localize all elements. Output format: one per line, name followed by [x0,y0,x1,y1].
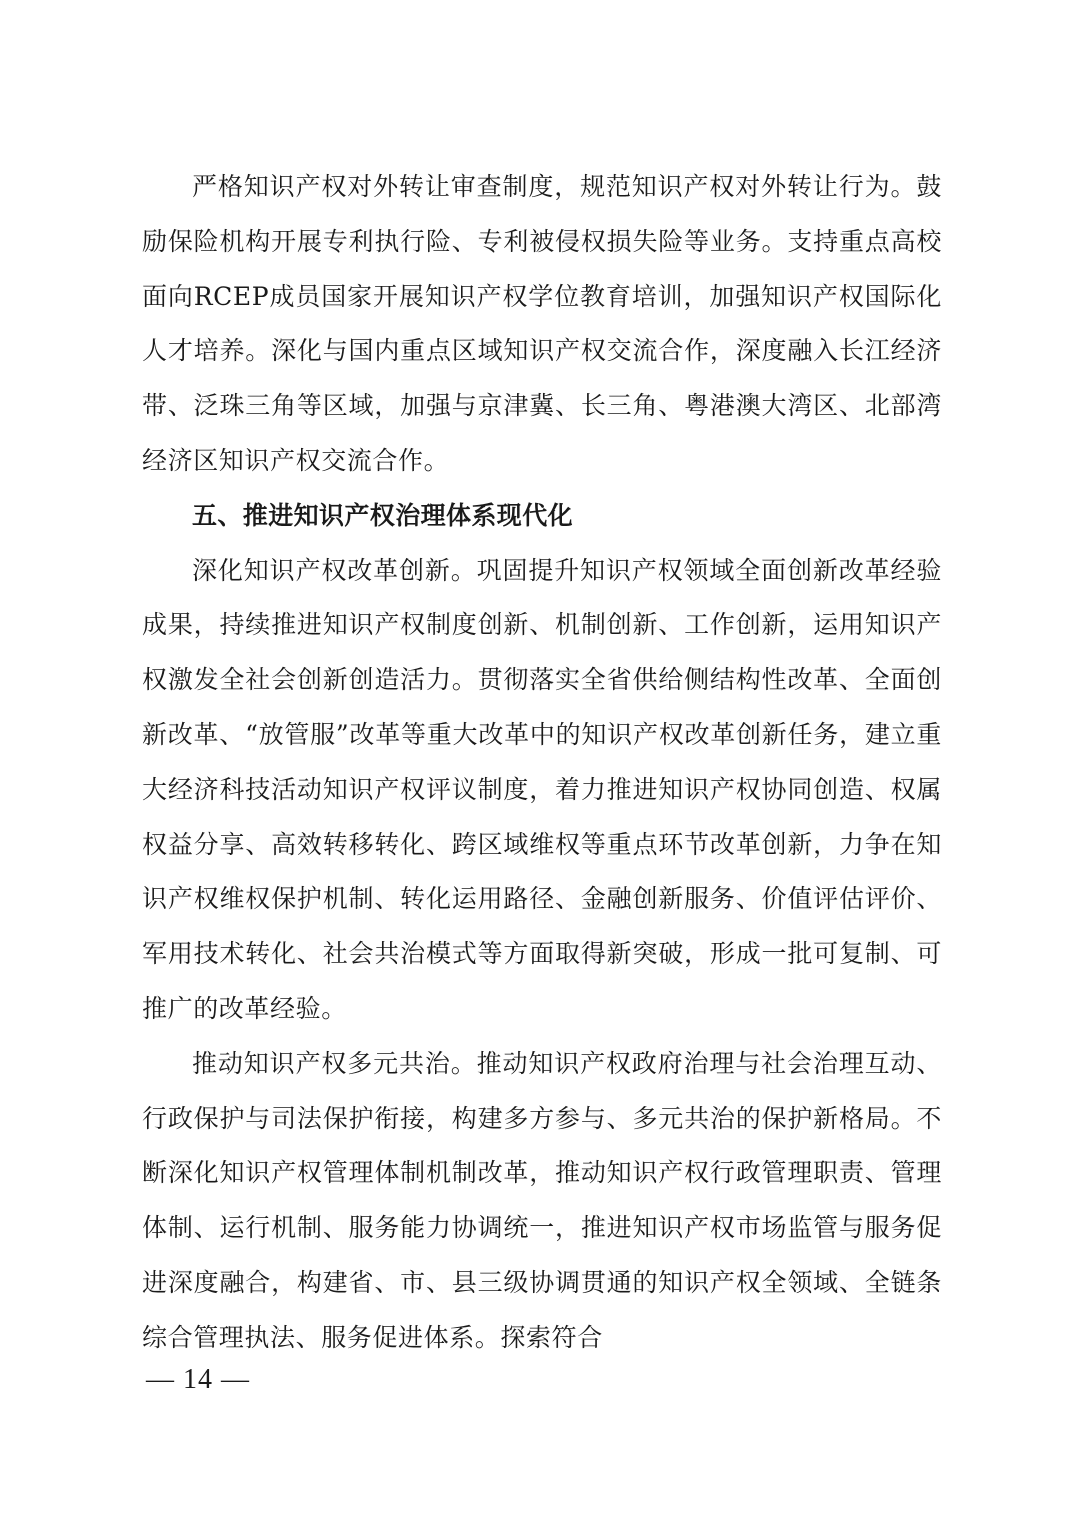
document-body [142,160,942,1366]
paragraph-multi-governance: 推动知识产权多元共治。推动知识产权政府治理与社会治理互动、行政保护与司法保护衔接，构建多方参与、多元共治的保护新格局。不断深化知识产权管理体制机制改革，推动知识产权行政管理职责、管理体制、运行机制、服务能力协调统一，推进知识产权市场监管与服务促进深度融合，构建省、市、县三级协调贯通的知识产权全领域、全链条综合管理执法、服务促进体系。探索符合 [142,1048,942,1352]
paragraph-reform-innovation: 深化知识产权改革创新。巩固提升知识产权领域全面创新改革经验成果，持续推进知识产权制度创新、机制创新、工作创新，运用知识产权激发全社会创新创造活力。贯彻落实全省供给侧结构性改革、全面创新改革、“放管服”改革等重大改革中的知识产权改革创新任务，建立重大经济科技活动知识产权评议制度，着力推进知识产权协同创造、权属权益分享、高效转移转化、跨区域维权等重点环节改革创新，力争在知识产权维权保护机制、转化运用路径、金融创新服务、价值评估评价、军用技术转化、社会共治模式等方面取得新突破，形成一批可复制、可推广的改革经验。 [142,555,942,1023]
section-heading: 五、推进知识产权治理体系现代化 [192,500,574,530]
paragraph-ip-transfer-cooperation: 严格知识产权对外转让审查制度，规范知识产权对外转让行为。鼓励保险机构开展专利执行险、专利被侵权损失险等业务。支持重点高校面向RCEP成员国家开展知识产权学位教育培训，加强知识产权国际化人才培养。深化与国内重点区域知识产权交流合作，深度融入长江经济带、泛珠三角等区域，加强与京津冀、长三角、粤港澳大湾区、北部湾经济区知识产权交流合作。 [142,172,942,475]
page-number: — 14 — [146,1364,250,1395]
